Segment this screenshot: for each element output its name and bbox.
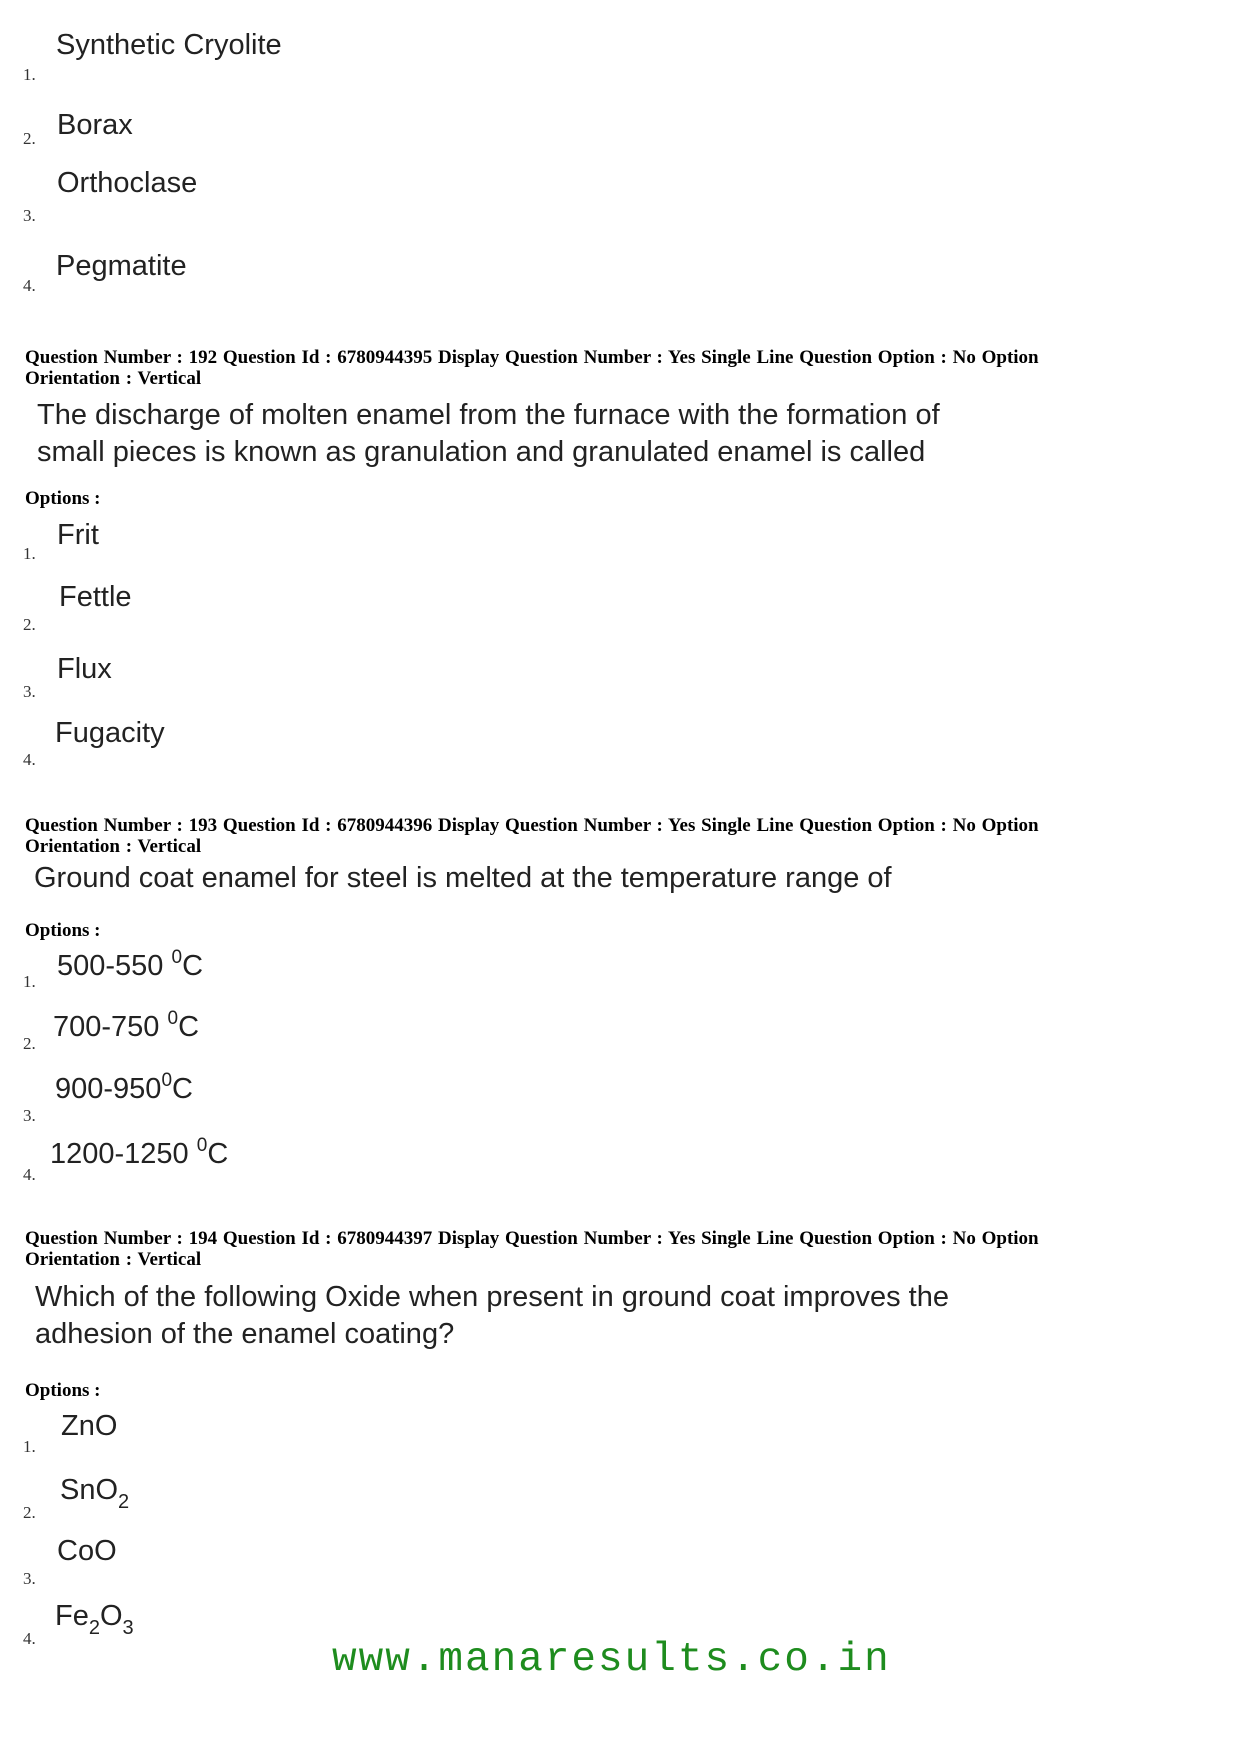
q192-option-1-number: 1. <box>23 544 36 563</box>
q194-option-4-number: 4. <box>23 1629 36 1648</box>
q194-option-3-number: 3. <box>23 1569 36 1588</box>
q192-option-4-number: 4. <box>23 750 36 769</box>
q193-option-1-degree: 0 <box>171 947 183 968</box>
q193-option-2-text: 700-750 $^0$C <box>53 1008 200 1043</box>
q193-option-4-number: 4. <box>23 1165 36 1184</box>
q192-question-line2: small pieces is known as granulation and granulated enamel is called <box>37 436 926 468</box>
q191-option-1-number: 1. <box>23 65 36 84</box>
q194-meta <box>25 1228 1205 1270</box>
q194-meta-line1: Question Number : 194 Question Id : 6780944397 Display Question Number : Yes Single Line Question Option : No Option <box>25 1228 1039 1249</box>
q194-meta-line2: Orientation : Vertical <box>25 1249 202 1270</box>
q192-question-text <box>37 397 940 471</box>
q194-option-4-subscript-b: 3 <box>122 1617 134 1639</box>
q191-option-3-number: 3. <box>23 206 36 225</box>
q193-question-text <box>34 860 892 897</box>
website-watermark: www.manaresults.co.in <box>332 1637 891 1683</box>
q191-option-4-number: 4. <box>23 276 36 295</box>
q194-option-1-text: ZnO <box>61 1410 118 1442</box>
q192-option-3-number: 3. <box>23 682 36 701</box>
q193-option-4-degree: 0 <box>196 1135 208 1156</box>
q194-option-2-number: 2. <box>23 1503 36 1522</box>
q194-option-4-text: $Fe_2O_3$ <box>55 1600 134 1639</box>
q194-question-text <box>35 1279 949 1353</box>
q192-options-label: Options : <box>25 488 101 509</box>
q192-meta <box>25 347 1205 389</box>
q193-option-1-text: 500-550 $^0$C <box>57 947 204 982</box>
q192-option-2-number: 2. <box>23 615 36 634</box>
q193-option-2-degree: 0 <box>167 1008 179 1029</box>
q193-meta <box>25 815 1205 857</box>
q192-option-4-text: Fugacity <box>55 717 165 749</box>
q191-option-4-text: Pegmatite <box>56 250 187 282</box>
q191-option-3-text: Orthoclase <box>57 167 198 199</box>
q193-option-3-text: $900-950^0C$ <box>55 1070 193 1105</box>
q192-option-3-text: Flux <box>57 653 112 685</box>
q194-question-line1: Which of the following Oxide when present in ground coat improves the <box>35 1281 949 1313</box>
q194-question-line2: adhesion of the enamel coating? <box>35 1318 455 1350</box>
q192-meta-line2: Orientation : Vertical <box>25 368 202 389</box>
q194-options-label: Options : <box>25 1380 101 1401</box>
q193-meta-line1: Question Number : 193 Question Id : 6780944396 Display Question Number : Yes Single Line Question Option : No Option <box>25 815 1039 836</box>
q193-option-4-text: 1200-1250 $^0$C <box>50 1135 229 1170</box>
q194-option-3-text: CoO <box>57 1535 117 1567</box>
q193-option-3-number: 3. <box>23 1106 36 1125</box>
q191-option-2-text: Borax <box>57 109 133 141</box>
q192-option-1-text: Frit <box>57 519 99 551</box>
q192-meta-line1: Question Number : 192 Question Id : 6780944395 Display Question Number : Yes Single Line Question Option : No Option <box>25 347 1039 368</box>
q192-question-line1: The discharge of molten enamel from the furnace with the formation of <box>37 399 940 431</box>
q194-option-4-subscript-a: 2 <box>88 1617 100 1639</box>
q191-option-1-text: Synthetic Cryolite <box>56 29 282 61</box>
q193-option-3-degree: 0 <box>161 1070 173 1091</box>
q193-option-2-number: 2. <box>23 1034 36 1053</box>
q193-option-1-number: 1. <box>23 972 36 991</box>
q193-options-label: Options : <box>25 920 101 941</box>
q194-option-2-text: SnO$_2$ <box>60 1474 130 1513</box>
q191-option-2-number: 2. <box>23 129 36 148</box>
q194-option-1-number: 1. <box>23 1437 36 1456</box>
q192-option-2-text: Fettle <box>59 581 132 613</box>
q193-question-line1: Ground coat enamel for steel is melted at the temperature range of <box>34 862 892 894</box>
q194-option-2-subscript: 2 <box>118 1491 130 1513</box>
q193-meta-line2: Orientation : Vertical <box>25 836 202 857</box>
